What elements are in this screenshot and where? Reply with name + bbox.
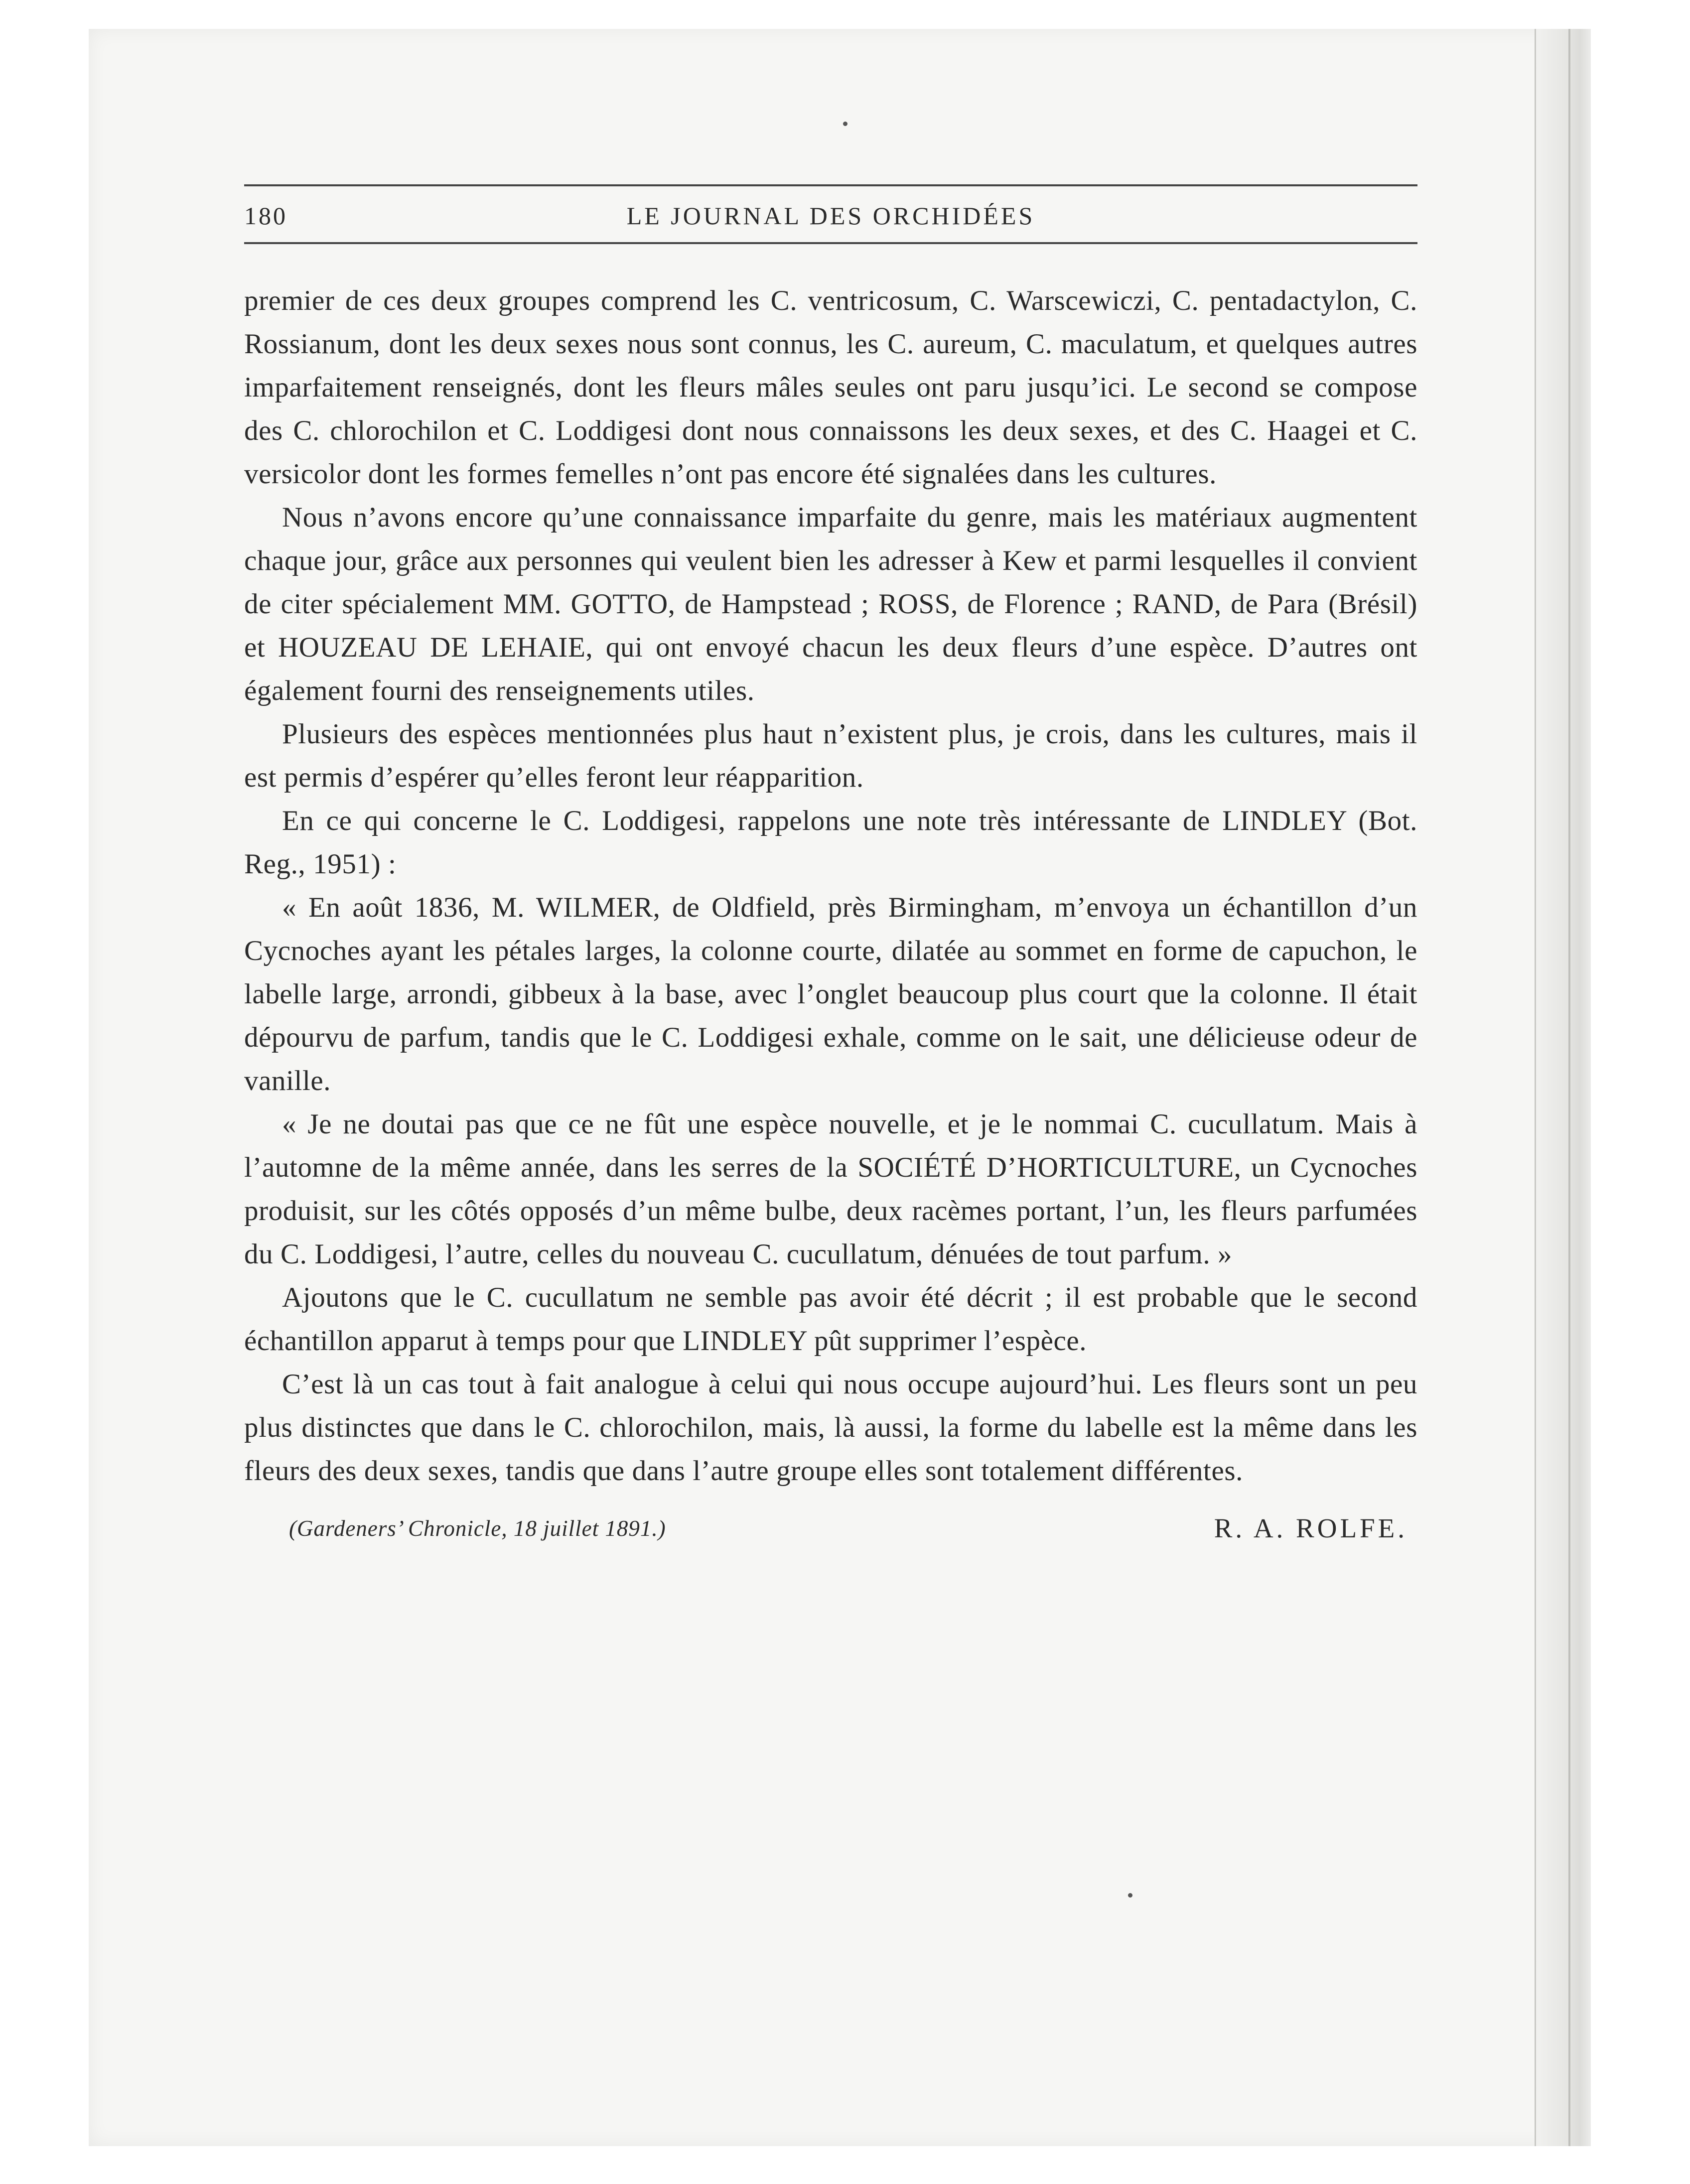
author-name: R. A. ROLFE.: [1214, 1513, 1408, 1543]
page-number: 180: [244, 202, 287, 230]
article-body: [244, 279, 1417, 1493]
page-edge-line: [1568, 29, 1570, 2146]
header-bottom-rule: [244, 242, 1417, 244]
paragraph-lindley-note: En ce qui concerne le C. Loddigesi, rappelons une note très intéressante de LINDLEY (Bot. Reg., 1951) :: [244, 805, 1417, 880]
source-citation: (Gardeners’ Chronicle, 18 juillet 1891.): [289, 1516, 666, 1541]
article-signature: [244, 1503, 1417, 1558]
dust-speck: [843, 122, 847, 126]
paragraph-not-described: Ajoutons que le C. cucullatum ne semble pas avoir été décrit ; il est probable que le second échantillon apparut à temps pour que LINDLEY pût supprimer l’espèce.: [244, 1282, 1417, 1357]
page-header: [244, 186, 1417, 242]
journal-page: [244, 184, 1417, 1558]
paragraph-quote-wilmer: « En août 1836, M. WILMER, de Oldfield, près Birmingham, m’envoya un échantillon d’un Cycnoches ayant les pétales larges, la colonne courte, dilatée au sommet en forme de capuchon, le labelle large, arrondi, gibbeux à la base, avec l’onglet beaucoup plus court que la colonne. Il était dépourvu de parfum, tandis que le C. Loddigesi exhale, comme on le sait, une délicieuse odeur de vanille.: [244, 892, 1417, 1096]
paragraph-quote-cucullatum: « Je ne doutai pas que ce ne fût une espèce nouvelle, et je le nommai C. cucullatum. Mais à l’automne de la même année, dans les serres de la SOCIÉTÉ D’HORTICULTURE, un Cycnoches produisit, sur les côtés opposés d’un même bulbe, deux racèmes portant, l’un, les fleurs parfumées du C. Loddigesi, l’autre, celles du nouveau C. cucullatum, dénuées de tout parfum. »: [244, 1108, 1417, 1270]
page-edge-shadow: [1535, 29, 1591, 2146]
dust-speck: [1128, 1893, 1132, 1898]
paragraph-materials: Nous n’avons encore qu’une connaissance imparfaite du genre, mais les matériaux augmentent chaque jour, grâce aux personnes qui veulent bien les adresser à Kew et parmi lesquelles il convient de citer spécialement MM. GOTTO, de Hampstead ; ROSS, de Florence ; RAND, de Para (Brésil) et HOUZEAU DE LEHAIE, qui ont envoyé chacun les deux fleurs d’une espèce. D’autres ont également fourni des renseignements utiles.: [244, 502, 1417, 706]
paragraph-groups: premier de ces deux groupes comprend les C. ventricosum, C. Warscewiczi, C. pentadactylon, C. Rossianum, dont les deux sexes nous sont connus, les C. aureum, C. maculatum, et quelques autres imparfaitement renseignés, dont les fleurs mâles seules ont paru jusqu’ici. Le second se compose des C. chlorochilon et C. Loddigesi dont nous connaissons les deux sexes, et des C. Haagei et C. versicolor dont les formes femelles n’ont pas encore été signalées dans les cultures.: [244, 285, 1417, 490]
paragraph-analogous-case: C’est là un cas tout à fait analogue à celui qui nous occupe aujourd’hui. Les fleurs sont un peu plus distinctes que dans le C. chlorochilon, mais, là aussi, la forme du labelle est la même dans les fleurs des deux sexes, tandis que dans l’autre groupe elles sont totalement différentes.: [244, 1368, 1417, 1487]
running-title: LE JOURNAL DES ORCHIDÉES: [626, 202, 1035, 230]
paragraph-cultures: Plusieurs des espèces mentionnées plus haut n’existent plus, je crois, dans les cultures, mais il est permis d’espérer qu’elles feront leur réapparition.: [244, 718, 1417, 793]
